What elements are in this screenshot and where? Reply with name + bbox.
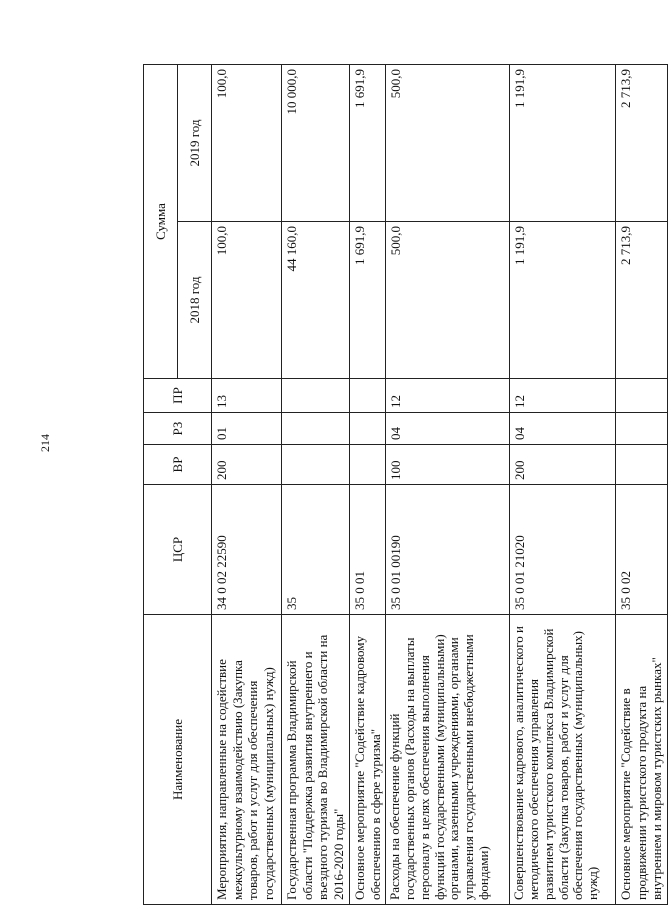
- table-row: [212, 65, 282, 905]
- cell-csr: 35 0 01 21020: [510, 485, 616, 615]
- cell-vr: [282, 445, 350, 485]
- header-rz: РЗ: [144, 413, 212, 445]
- cell-2019: 10 000,0: [282, 65, 350, 222]
- cell-name: Основное мероприятие "Содействие в продвижении туристского продукта на внутреннем и мировом туристских рынках": [616, 615, 668, 905]
- cell-rz: 04: [510, 413, 616, 445]
- table-row: [616, 65, 668, 905]
- cell-name: Расходы на обеспечение функций государственных органов (Расходы на выплаты персоналу в целях обеспечения выполнения функций государственными (муниципальными) органами, казенными учреждениями, органами управления государственными внебюджетными фондами): [386, 615, 510, 905]
- header-pr: ПР: [144, 379, 212, 413]
- table-row: [350, 65, 386, 905]
- cell-vr: 200: [510, 445, 616, 485]
- cell-csr: 35 0 02: [616, 485, 668, 615]
- cell-name: Совершенствование кадрового, аналитического и методического обеспечения управления развитием туристского комплекса Владимирской области (Закупка товаров, работ и услуг для обеспечения государственных (муниципальных) нужд): [510, 615, 616, 905]
- cell-rz: 01: [212, 413, 282, 445]
- cell-2018: 1 691,9: [350, 222, 386, 379]
- table-row: [386, 65, 510, 905]
- cell-2019: 100,0: [212, 65, 282, 222]
- cell-2018: 1 191,9: [510, 222, 616, 379]
- page-number: 214: [38, 434, 52, 452]
- header-sum: Сумма: [144, 65, 178, 379]
- cell-rz: 04: [386, 413, 510, 445]
- cell-pr: [350, 379, 386, 413]
- cell-name: Мероприятия, направленные на содействие межкультурному взаимодействию (Закупка товаров, работ и услуг для обеспечения государственных (муниципальных) нужд): [212, 615, 282, 905]
- cell-pr: [616, 379, 668, 413]
- table-row: [282, 65, 350, 905]
- header-2019: 2019 год: [178, 65, 212, 222]
- cell-vr: [350, 445, 386, 485]
- cell-csr: 35 0 01: [350, 485, 386, 615]
- cell-pr: [282, 379, 350, 413]
- header-name: Наименование: [144, 615, 212, 905]
- cell-rz: [282, 413, 350, 445]
- cell-vr: 100: [386, 445, 510, 485]
- cell-pr: 13: [212, 379, 282, 413]
- cell-2018: 44 160,0: [282, 222, 350, 379]
- budget-table-container: [143, 65, 665, 905]
- cell-csr: 35: [282, 485, 350, 615]
- cell-2019: 500,0: [386, 65, 510, 222]
- cell-rz: [616, 413, 668, 445]
- cell-pr: 12: [386, 379, 510, 413]
- header-vr: ВР: [144, 445, 212, 485]
- cell-vr: 200: [212, 445, 282, 485]
- cell-name: Государственная программа Владимирской области "Поддержка развития внутреннего и въездного туризма во Владимирской области на 2016-2020 годы": [282, 615, 350, 905]
- cell-name: Основное мероприятие "Содействие кадровому обеспечению в сфере туризма": [350, 615, 386, 905]
- cell-2019: 1 191,9: [510, 65, 616, 222]
- cell-2019: 2 713,9: [616, 65, 668, 222]
- cell-2018: 500,0: [386, 222, 510, 379]
- cell-2019: 1 691,9: [350, 65, 386, 222]
- cell-pr: 12: [510, 379, 616, 413]
- cell-2018: 2 713,9: [616, 222, 668, 379]
- cell-csr: 34 0 02 22590: [212, 485, 282, 615]
- cell-rz: [350, 413, 386, 445]
- cell-2018: 100,0: [212, 222, 282, 379]
- header-2018: 2018 год: [178, 222, 212, 379]
- budget-table: [143, 64, 668, 905]
- cell-vr: [616, 445, 668, 485]
- table-row: [510, 65, 616, 905]
- cell-csr: 35 0 01 00190: [386, 485, 510, 615]
- header-csr: ЦСР: [144, 485, 212, 615]
